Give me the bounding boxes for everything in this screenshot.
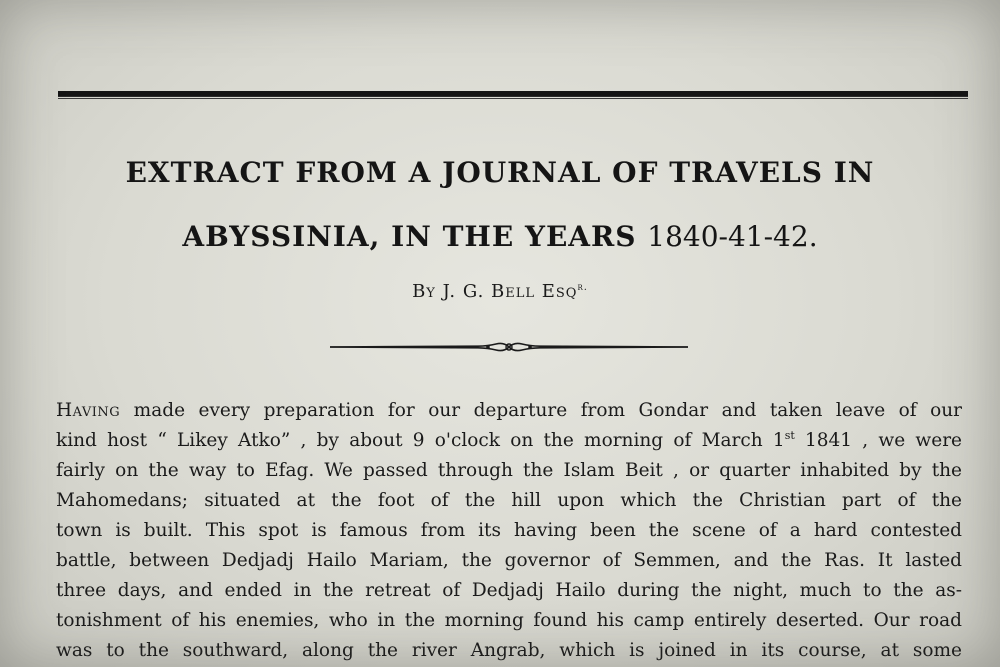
paragraph-line-8: tonishment of his enemies, who in the morning found his camp entirely deserted. Our road [56,610,962,631]
paragraph-line-2 [56,426,962,456]
title-years: 1840-41-42. [647,220,818,253]
paragraph-line-6: battle, between Dedjadj Hailo Mariam, the governor of Semmen, and the Ras. It lasted [56,550,962,571]
paragraph-line-4: Mahomedans; situated at the foot of the hill upon which the Christian part of the [56,490,962,511]
byline-text: By J. G. Bell Esq [412,281,578,302]
page-title-line-2 [60,220,940,253]
byline-superscript: r. [577,282,588,293]
ornamental-divider [328,339,690,355]
byline [300,281,700,302]
title-main: ABYSSINIA, IN THE YEARS [182,220,648,253]
paragraph-line-9: was to the southward, along the river Angrab, which is joined in its course, at some [56,640,962,661]
paragraph-line-1 [56,396,962,426]
paragraph-line-7: three days, and ended in the retreat of Dedjadj Hailo during the night, much to the as- [56,580,962,601]
line-1-text: made every preparation for our departure from Gondar and taken leave of our [120,400,962,421]
lead-word: Having [56,400,121,421]
paragraph-line-3: fairly on the way to Efag. We passed through the Islam Beit , or quarter inhabited by the [56,460,962,481]
line-2-text-b: 1841 , we were [794,430,963,451]
top-rule [58,91,968,97]
body-paragraph [56,396,962,666]
page-title-line-1: EXTRACT FROM A JOURNAL OF TRAVELS IN [125,156,875,189]
line-2-superscript: st [784,428,795,442]
line-2-text-a: kind host “ Likey Atko” , by about 9 o'clock on the morning of March 1 [56,430,785,451]
paragraph-line-5: town is built. This spot is famous from its having been the scene of a hard contested [56,520,962,541]
